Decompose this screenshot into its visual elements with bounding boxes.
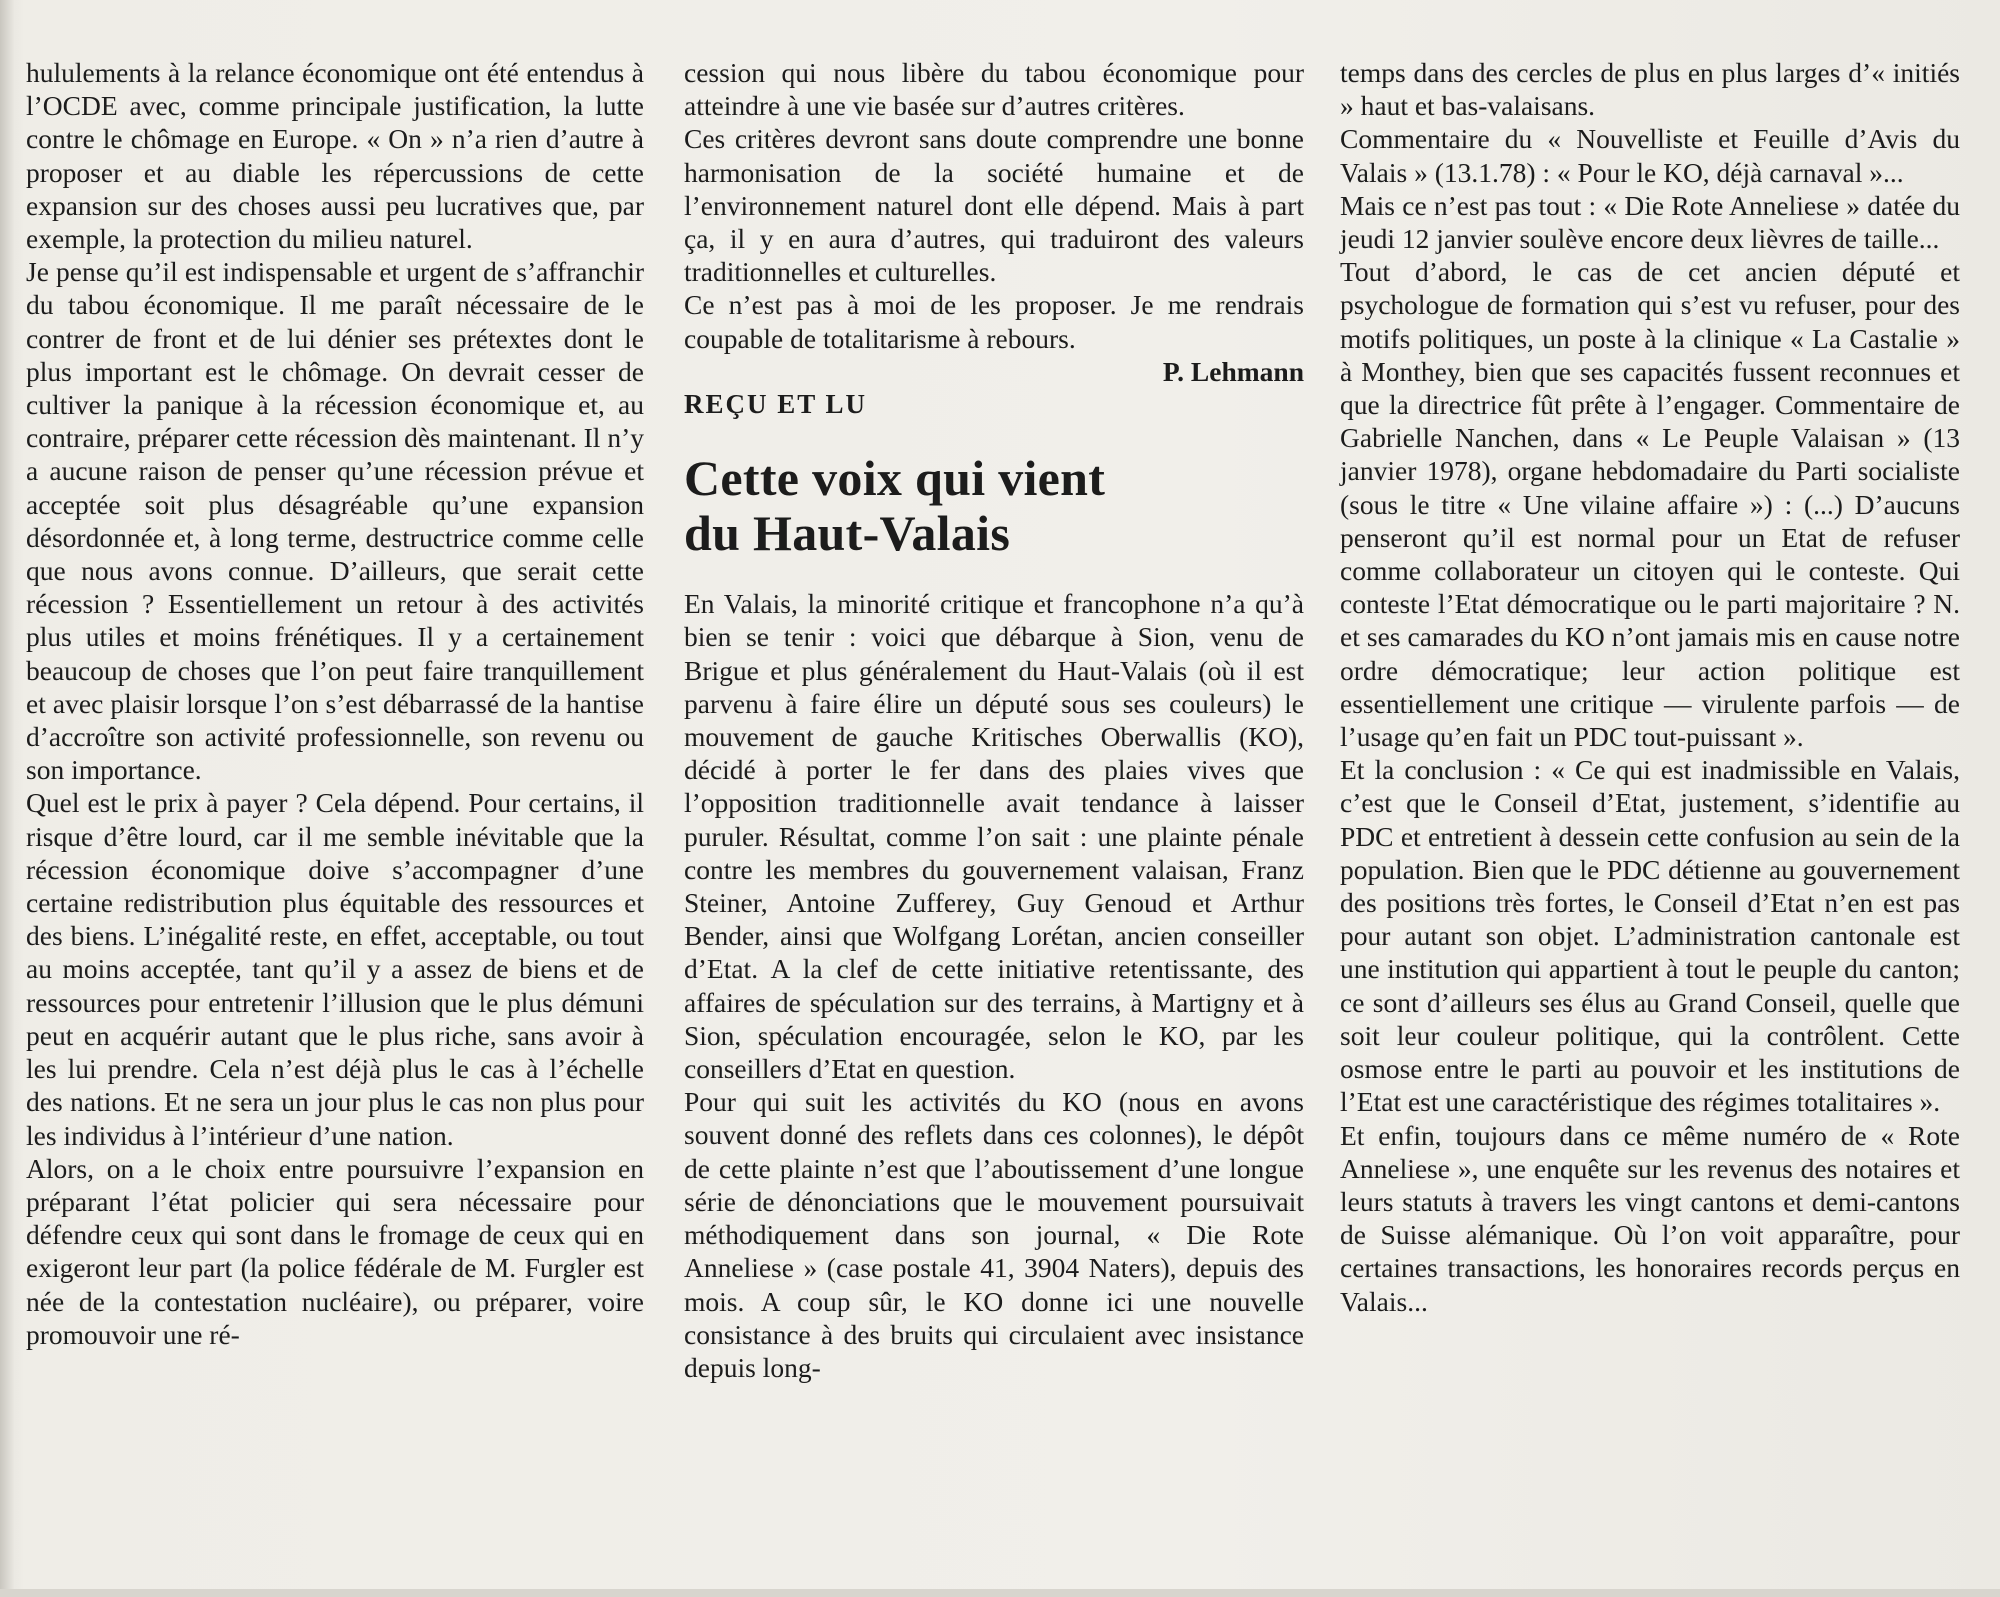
paragraph: Mais ce n’est pas tout : « Die Rote Anneliese » datée du jeudi 12 janvier soulève encore deux lièvres de taille... [1340,189,1960,255]
paragraph: En Valais, la minorité critique et francophone n’a qu’à bien se tenir : voici que débarque à Sion, venu de Brigue et plus généralement du Haut-Valais (où il est parvenu à faire élire un député sous ses couleurs) le mouvement de gauche Kritisches Oberwallis (KO), décidé à porter le fer dans des plaies vives que l’opposition traditionnelle avait tendance à laisser puruler. Résultat, comme l’on sait : une plainte pénale contre les membres du gouvernement valaisan, Franz Steiner, Antoine Zufferey, Guy Genoud et Arthur Bender, ainsi que Wolfgang Lorétan, ancien conseiller d’Etat. A la clef de cette initiative retentissante, des affaires de spéculation sur des terrains, à Martigny et à Sion, spéculation encouragée, selon le KO, par les conseillers d’Etat en question. [684,588,1304,1085]
paragraph: Ces critères devront sans doute comprendre une bonne harmonisation de la société humaine et de l’environnement naturel dont elle dépend. Mais à part ça, il y en aura d’autres, qui traduiront des valeurs traditionnelles et culturelles. [684,123,1304,288]
author-signature: P. Lehmann [1162,355,1304,387]
paragraph: hululements à la relance économique ont été entendus à l’OCDE avec, comme principale justification, la lutte contre le chômage en Europe. « On » n’a rien d’autre à proposer et au diable les répercussions de cette expansion sur des choses aussi peu lucratives que, par exemple, la protection du milieu naturel. [26,57,644,255]
paragraph: Et la conclusion : « Ce qui est inadmissible en Valais, c’est que le Conseil d’Etat, justement, s’identifie au PDC et entretient à dessein cette confusion au sein de la population. Bien que le PDC détienne au gouvernement des positions très fortes, le Conseil d’Etat n’en est pas pour autant son objet. L’administration cantonale est une institution qui appartient à tout le peuple du canton; ce sont d’ailleurs ses élus au Grand Conseil, quelle que soit leur couleur politique, qui la contrôlent. Cette osmose entre le parti au pouvoir et les institutions de l’Etat est une caractéristique des régimes totalitaires ». [1340,754,1960,1118]
headline-line-2: du Haut-Valais [684,505,1011,562]
paragraph: Tout d’abord, le cas de cet ancien député et psychologue de formation qui s’est vu refuser, pour des motifs politiques, un poste à la clinique « La Castalie » à Monthey, bien que ses capacités fussent reconnues et que la directrice fût prête à l’engager. Commentaire de Gabrielle Nanchen, dans « Le Peuple Valaisan » (13 janvier 1978), organe hebdomadaire du Parti socialiste (sous le titre « Une vilaine affaire ») : (...) D’aucuns penseront qu’il est normal pour un Etat de refuser comme collaborateur un citoyen qui le conteste. Qui conteste l’Etat démocratique ou le parti majoritaire ? N. et ses camarades du KO n’ont jamais mis en cause notre ordre démocratique; leur action politique est essentiellement une critique — virulente parfois — de l’usage qu’en fait un PDC tout-puissant ». [1340,256,1960,753]
paragraph: temps dans des cercles de plus en plus larges d’« initiés » haut et bas-valaisans. [1340,57,1960,122]
paragraph: Ce n’est pas à moi de les proposer. Je me rendrais coupable de totalitarisme à rebours. [684,289,1304,354]
paragraph: Et enfin, toujours dans ce même numéro de « Rote Anneliese », une enquête sur les revenus des notaires et leurs statuts à travers les vingt cantons et demi-cantons de Suisse alémanique. Où l’on voit apparaître, pour certaines transactions, les honoraires records perçus en Valais... [1340,1119,1960,1317]
article-headline [684,451,1304,561]
paragraph: Quel est le prix à payer ? Cela dépend. Pour certains, il risque d’être lourd, car il me semble inévitable que la récession économique doive s’accompagner d’une certaine redistribution plus équitable des ressources et des biens. L’inégalité reste, en effet, acceptable, ou tout au moins acceptée, tant qu’il y a assez de biens et de ressources pour entretenir l’illusion que le plus démuni peut en acquérir autant que le plus riche, sans avoir à les lui prendre. Cela n’est déjà plus le cas à l’échelle des nations. Et ne sera un jour plus le cas non plus pour les individus à l’intérieur d’une nation. [26,787,644,1151]
page-bottom-edge [0,1589,2000,1597]
column-1 [26,56,644,1351]
page-binding-edge [0,0,14,1597]
paragraph: cession qui nous libère du tabou économique pour atteindre à une vie basée sur d’autres critères. [684,57,1304,122]
section-rubric: REÇU ET LU [684,389,868,420]
paragraph: Je pense qu’il est indispensable et urgent de s’affranchir du tabou économique. Il me paraît nécessaire de le contrer de front et de lui dénier ses prétextes dont le plus important est le chômage. On devrait cesser de cultiver la panique à la récession économique et, au contraire, préparer cette récession dès maintenant. Il n’y a aucune raison de penser qu’une récession prévue et acceptée soit plus désagréable qu’une expansion désordonnée et, à long terme, destructrice comme celle que nous avons connue. D’ailleurs, que serait cette récession ? Essentiellement un retour à des activités plus utiles et moins frénétiques. Il y a certainement beaucoup de choses que l’on peut faire tranquillement et avec plaisir lorsque l’on s’est débarrassé de la hantise d’accroître son activité professionnelle, son revenu ou son importance. [26,256,644,786]
column-2 [684,56,1304,1384]
paragraph: Commentaire du « Nouvelliste et Feuille d’Avis du Valais » (13.1.78) : « Pour le KO, déjà carnaval »... [1340,123,1960,188]
column-3 [1340,56,1960,1318]
headline-line-1: Cette voix qui vient [684,450,1106,507]
paragraph: Pour qui suit les activités du KO (nous en avons souvent donné des reflets dans ces colonnes), le dépôt de cette plainte n’est que l’aboutissement d’une longue série de dénonciations que le mouvement poursuivait méthodiquement dans son journal, « Die Rote Anneliese » (case postale 41, 3904 Naters), depuis des mois. A coup sûr, le KO donne ici une nouvelle consistance à des bruits qui circulaient avec insistance depuis long- [684,1086,1304,1383]
paragraph: Alors, on a le choix entre poursuivre l’expansion en préparant l’état policier qui sera nécessaire pour défendre ceux qui sont dans le fromage de ceux qui en exigeront leur part (la police fédérale de M. Furgler est née de la contestation nucléaire), ou préparer, voire promouvoir une ré- [26,1152,644,1350]
